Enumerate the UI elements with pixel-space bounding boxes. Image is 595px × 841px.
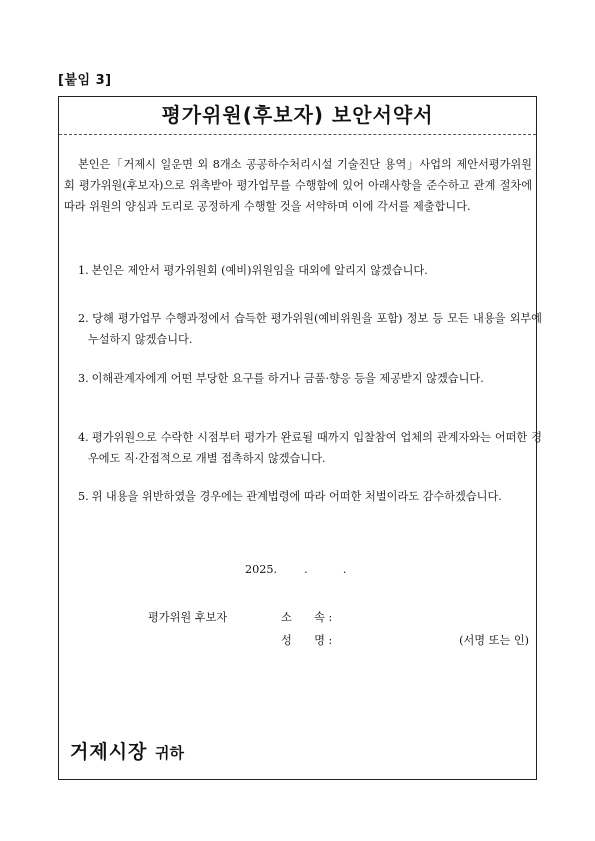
addressee-suffix: 귀하 [155,744,185,762]
affiliation-label: 소 속 : [281,611,333,624]
pledge-form [58,96,542,780]
name-label: 성 명 : [281,634,333,647]
attachment-label: [붙임 3] [58,73,112,88]
pledge-item: 4. 평가위원으로 수락한 시점부터 평가가 완료될 때까지 입찰참여 업체의 관계자와는 어떠한 경우에도 직·간접적으로 개별 접촉하지 않겠습니다. [78,431,542,465]
signature-seal-note: (서명 또는 인) [459,634,529,647]
date-year: 2025. [245,563,278,576]
pledge-item: 3. 이해관계자에게 어떤 부당한 요구를 하거나 금품·향응 등을 제공받지 않겠습니다. [78,372,484,385]
document-title: 평가위원(후보자) 보안서약서 [161,103,434,127]
intro-paragraph: 본인은「거제시 일운면 외 8개소 공공하수처리시설 기술진단 용역」사업의 제안서평가위원회 평가위원(후보자)으로 위촉받아 평가업무를 수행함에 있어 아래사항을 준수하고 관계 절차에 따라 위원의 양심과 도리로 공정하게 수행할 것을 서약하며 이에 각서를 제출합니다. [64,158,532,213]
pledge-item: 1. 본인은 제안서 평가위원회 (예비)위원임을 대외에 알리지 않겠습니다. [78,264,428,277]
pledge-date [245,563,346,576]
name-field[interactable] [281,632,332,648]
title-divider [59,134,536,135]
addressee [70,737,184,764]
pledge-item: 5. 위 내용을 위반하였을 경우에는 관계법령에 따라 어떠한 처벌이라도 감수하겠습니다. [78,490,502,503]
pledge-item: 2. 당해 평가업무 수행과정에서 습득한 평가위원(예비위원을 포함) 정보 등 모든 내용을 외부에 누설하지 않겠습니다. [78,312,542,346]
date-day: . [342,563,347,576]
addressee-name: 거제시장 [70,741,148,763]
affiliation-field[interactable] [281,609,332,625]
date-month: . [304,563,308,576]
signer-role-label: 평가위원 후보자 [148,611,228,624]
